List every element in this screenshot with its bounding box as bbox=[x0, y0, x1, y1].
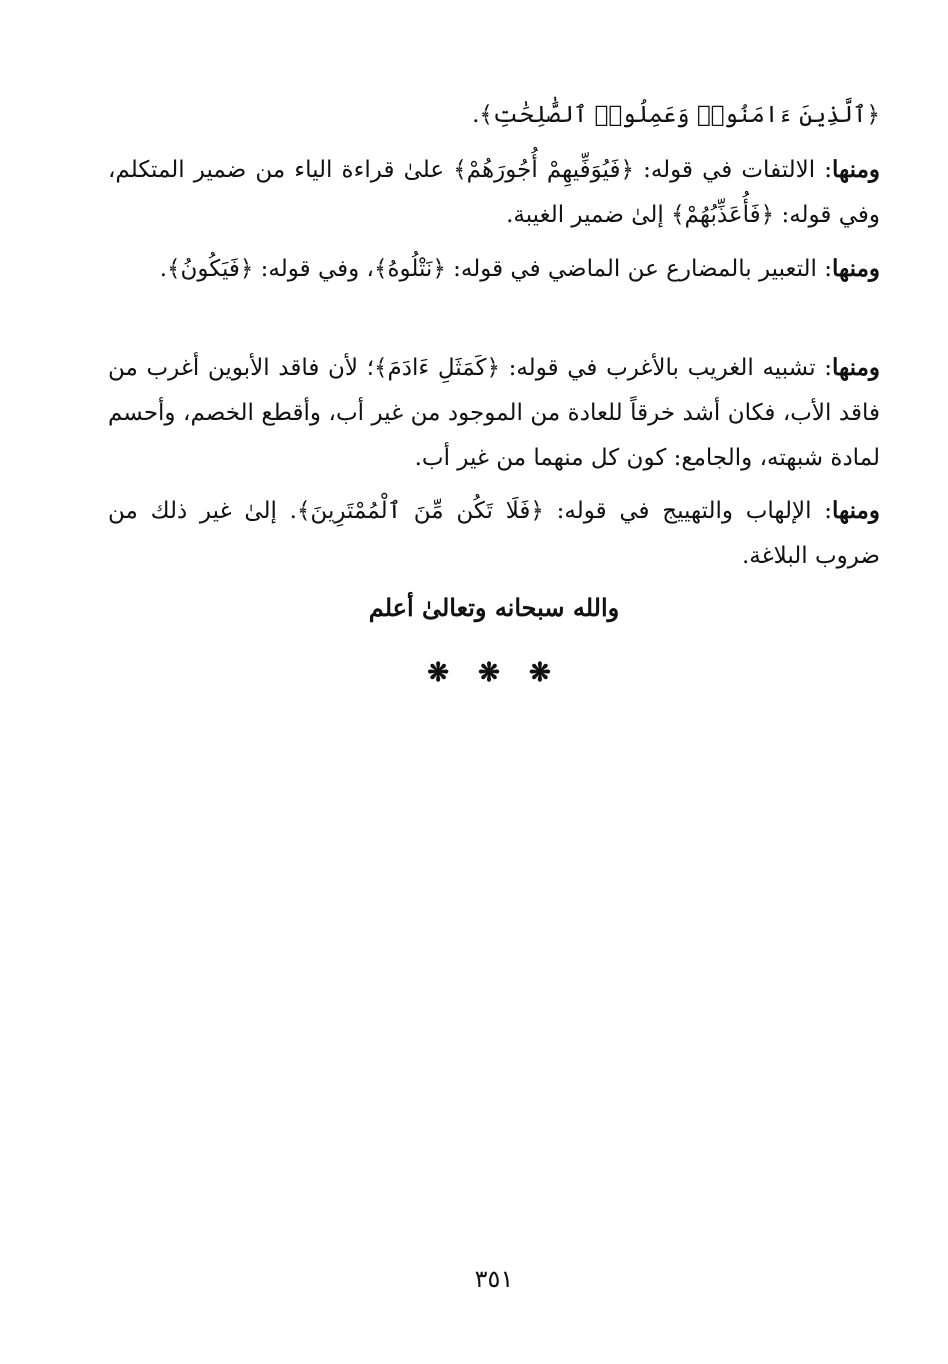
quran-verse: ﴿كَمَثَلِ ءَادَمَ﴾ bbox=[374, 355, 500, 381]
paragraph-lead: ومنها bbox=[832, 354, 880, 381]
paragraph-continuation: . bbox=[472, 102, 480, 128]
paragraph-text: : تشبيه الغريب بالأغرب في قوله: bbox=[499, 355, 833, 381]
paragraph-text: : الإلهاب والتهييج في قوله: bbox=[543, 498, 832, 524]
closing-line: والله سبحانه وتعالىٰ أعلم bbox=[368, 593, 620, 622]
page-number: ٣٥١ bbox=[474, 1265, 514, 1293]
paragraph-lead: ومنها bbox=[832, 255, 880, 282]
paragraph-3 bbox=[108, 246, 880, 292]
quran-verse: ﴿فَلَا تَكُن مِّنَ ٱلْمُمْتَرِينَ﴾ bbox=[296, 498, 544, 524]
paragraph-4 bbox=[108, 345, 880, 481]
paragraph-1 bbox=[108, 92, 880, 138]
paragraph-continuation: ، وفي قوله: ﴿فَيَكُونُ﴾. bbox=[159, 256, 374, 282]
paragraph-continuation: ؛ لأن فاقد الأبوين أغرب من فاقد الأب، فكان أشد خرقاً للعادة من الموجود من غير أب، وأقطع الخصم، وأحسم لمادة شبهته، والجامع: كون كل منهما من غير أب. bbox=[108, 355, 880, 471]
quran-verse: ﴿ٱلَّذِينَ ءَامَنُوا۟ وَعَمِلُوا۟ ٱلصَّٰلِحَٰتِ﴾ bbox=[479, 102, 880, 128]
paragraph-5 bbox=[108, 488, 880, 579]
quran-verse: ﴿نَتْلُوهُ﴾ bbox=[373, 256, 446, 282]
paragraph-text: : التعبير بالمضارع عن الماضي في قوله: bbox=[445, 256, 833, 282]
separator-stars: ❋ ❋ ❋ bbox=[427, 658, 561, 688]
paragraph-text: : الالتفات في قوله: bbox=[633, 157, 833, 183]
paragraph-2 bbox=[108, 147, 880, 238]
paragraph-continuation: علىٰ قراءة الياء من ضمير المتكلم، وفي قوله: ﴿فَأُعَذِّبُهُمْ﴾ إلىٰ ضمير الغيبة. bbox=[108, 157, 880, 228]
quran-verse: ﴿فَيُوَفِّيهِمْ أُجُورَهُمْ﴾ bbox=[453, 157, 634, 183]
paragraph-lead: ومنها bbox=[832, 156, 880, 183]
paragraph-continuation: . إلىٰ غير ذلك من ضروب البلاغة. bbox=[108, 498, 880, 569]
paragraph-lead: ومنها bbox=[832, 497, 880, 524]
